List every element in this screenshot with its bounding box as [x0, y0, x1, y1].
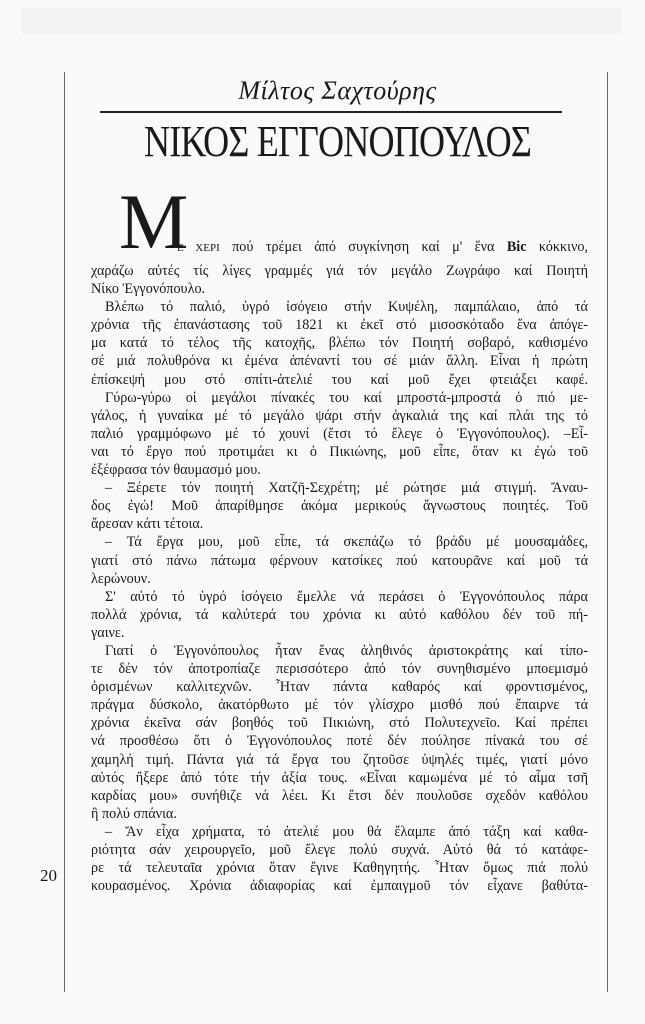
text-lines: [91, 262, 588, 895]
drop-cap: Μ: [119, 178, 189, 265]
text-line: πολλά χρόνια, τά καλύτερά του χρόνια κι αὐτό καθόλου δέν τοῦ πή-: [91, 606, 588, 623]
text-line: χρόνια ἐκεῖνα σάν βοηθός τοῦ Πικιώνη, στό Πολυτεχνεῖο. Καί πρέπει: [91, 715, 588, 732]
text-line: Βλέπω τό παλιό, ὑγρό ἰσόγειο στήν Κυψέλη, παμπάλαιο, ἀπό τά: [105, 299, 588, 316]
text-line: τε δέν τόν ἀποτροπίαζε περισσότερο ἀπό τόν συνηθισμένο μποεμισμό: [91, 661, 588, 678]
text-line: ναι τό ἔργο πού προτιμάει κι ὁ Πικιώνης, μοῦ εἶπε, ὅταν κι ἐγώ τοῦ: [91, 443, 588, 460]
page-number: 20: [40, 866, 57, 885]
text-line: κουρασμένος. Χρόνια ἀδιαφορίας καί ἐμπαιγμοῦ τόν εἶχανε βαθύτα-: [91, 878, 588, 895]
text-line: γάλος, ἡ γυναίκα μέ τό μεγάλο ψάρι στήν ἀγκαλιά της καί πλάι της τό: [91, 407, 588, 424]
text-line: χρόνια τῆς ἐπανάστασης τοῦ 1821 κι ἐκεῖ στό μισοσκόταδο ἕνα ἀπόγε-: [91, 317, 588, 334]
opening-text-end: κόκκινο,: [538, 239, 588, 255]
article-title: ΝΙΚΟΣ ΕΓΓΟΝΟΠΟΥΛΟΣ: [143, 117, 532, 166]
opening-text: [177, 238, 588, 256]
right-margin-rule: [607, 72, 608, 992]
text-line: πράγμα δύσκολο, ἀκατόρθωτο μέ τόν γλίσχρο μισθό πού ἔπαιρνε τά: [91, 697, 588, 714]
text-line: ἐπίσκεψή μου στό σπίτι-ἀτελιέ του καί μοῦ ἔχει φτειάξει καφέ.: [91, 371, 588, 388]
title-rule: [100, 111, 562, 113]
text-line: – Ἄν εἶχα χρήματα, τό ἀτελιέ μου θά ἔλαμπε ἀπό τάξη καί καθα-: [105, 823, 588, 840]
text-line: – Τά ἔργα μου, μοῦ εἶπε, τά σκεπάζω τό βράδυ μέ μουσαμάδες,: [105, 534, 588, 551]
article-body: [91, 178, 588, 895]
opening-line: [91, 178, 588, 265]
text-line: ἄρεσαν κάτι τέτοια.: [91, 516, 204, 533]
text-line: παλιό γραμμόφωνο μέ τό χουνί (ἔτσι τό ἔλεγε ὁ Ἐγγονόπουλος). –Εἶ-: [91, 425, 588, 442]
text-line: χαράζω αὐτές τίς λίγες γραμμές γιά τόν μεγάλο Ζωγράφο καί Ποιητή: [91, 263, 588, 279]
text-line: σέ μιά πολυθρόνα κι ἐμένα ἀπέναντί του σέ μιάν ἄλλη. Εἶναι ἡ πρώτη: [91, 353, 588, 370]
scan-shadow: [22, 8, 622, 34]
text-line: γιατί στό πάνω πάτωμα φέρνουν κατσίκες πού κατουρᾶνε καί μοῦ τά: [91, 552, 588, 569]
text-line: αὐτός ἤξερε ἀπό τότε τήν ἀξία τους. «Εἶναι καμωμένα μέ τό αἷμα τσῆ: [91, 769, 588, 786]
text-line: Νίκο Ἐγγονόπουλο.: [91, 281, 206, 298]
text-line: δος ἐγώ! Μοῦ ἀπαρίθμησε ἀκόμα μερικούς ἄγνωστους ποιητές. Τοῦ: [91, 498, 588, 515]
text-line: ριότητα σάν χειρουργεῖο, μοῦ ἔλεγε πολύ συχνά. Αὐτό θά τό κατάφε-: [91, 842, 588, 858]
text-line: ρε τά τελευταῖα χρόνια ὅταν ἔγινε Καθηγητής. Ἦταν ὅμως πιά πολύ: [91, 860, 588, 877]
text-line: – Ξέρετε τόν ποιητή Χατζῆ-Σεχρέτη; μέ ρώτησε μιά στιγμή. Ἄναυ-: [105, 480, 588, 497]
text-line: χαμηλή τιμή. Πάντα γιά τά ἔργα του ζητοῦσε ὑψηλές τιμές, γιατί μόνο: [91, 751, 588, 768]
text-line: μα κατά τό τέλος τῆς κατοχῆς, βλέπω τόν Ποιητή σοβαρό, καθισμένο: [91, 335, 588, 352]
small-caps-text: Ε ΧΕΡΙ: [177, 242, 220, 254]
text-line: καρδίας μου» συνήθιζε νά λέει. Κι ἔτσι δέν πουλοῦσε σχεδόν καθόλου: [91, 787, 588, 804]
text-line: Γιατί ὁ Ἐγγονόπουλος ἦταν ἕνας ἀληθινός ἀριστοκράτης καί τίπο-: [105, 642, 588, 659]
text-line: ἢ πολύ σπάνια.: [91, 805, 177, 822]
text-line: Σ' αὐτό τό ὑγρό ἰσόγειο ἔμελλε νά περάσει ὁ Ἐγγονόπουλος πάρα: [105, 588, 588, 605]
text-line: Γύρω-γύρω οἱ μεγάλοι πίνακές του καί μπροστά-μπροστά ὁ πιό με-: [105, 389, 588, 406]
text-line: νά προσθέσω ὅτι ὁ Ἐγγονόπουλος ποτέ δέν πούλησε πίνακά του σέ: [91, 733, 588, 750]
opening-text-rest: πού τρέμει ἀπό συγκίνηση καί μ' ἕνα: [232, 239, 495, 255]
text-line: γαινε.: [91, 624, 125, 641]
author-name: Μίλτος Σαχτούρης: [238, 76, 437, 105]
text-line: ἐξέφρασα τόν θαυμασμό μου.: [91, 462, 261, 479]
brand-word: Bic: [506, 239, 527, 255]
text-line: ὁρισμένων καλλιτεχνῶν. Ἦταν πάντα καθαρός καί φροντισμένος,: [91, 679, 588, 696]
text-line: λερώνουν.: [91, 570, 151, 587]
left-margin-rule: [64, 72, 65, 992]
